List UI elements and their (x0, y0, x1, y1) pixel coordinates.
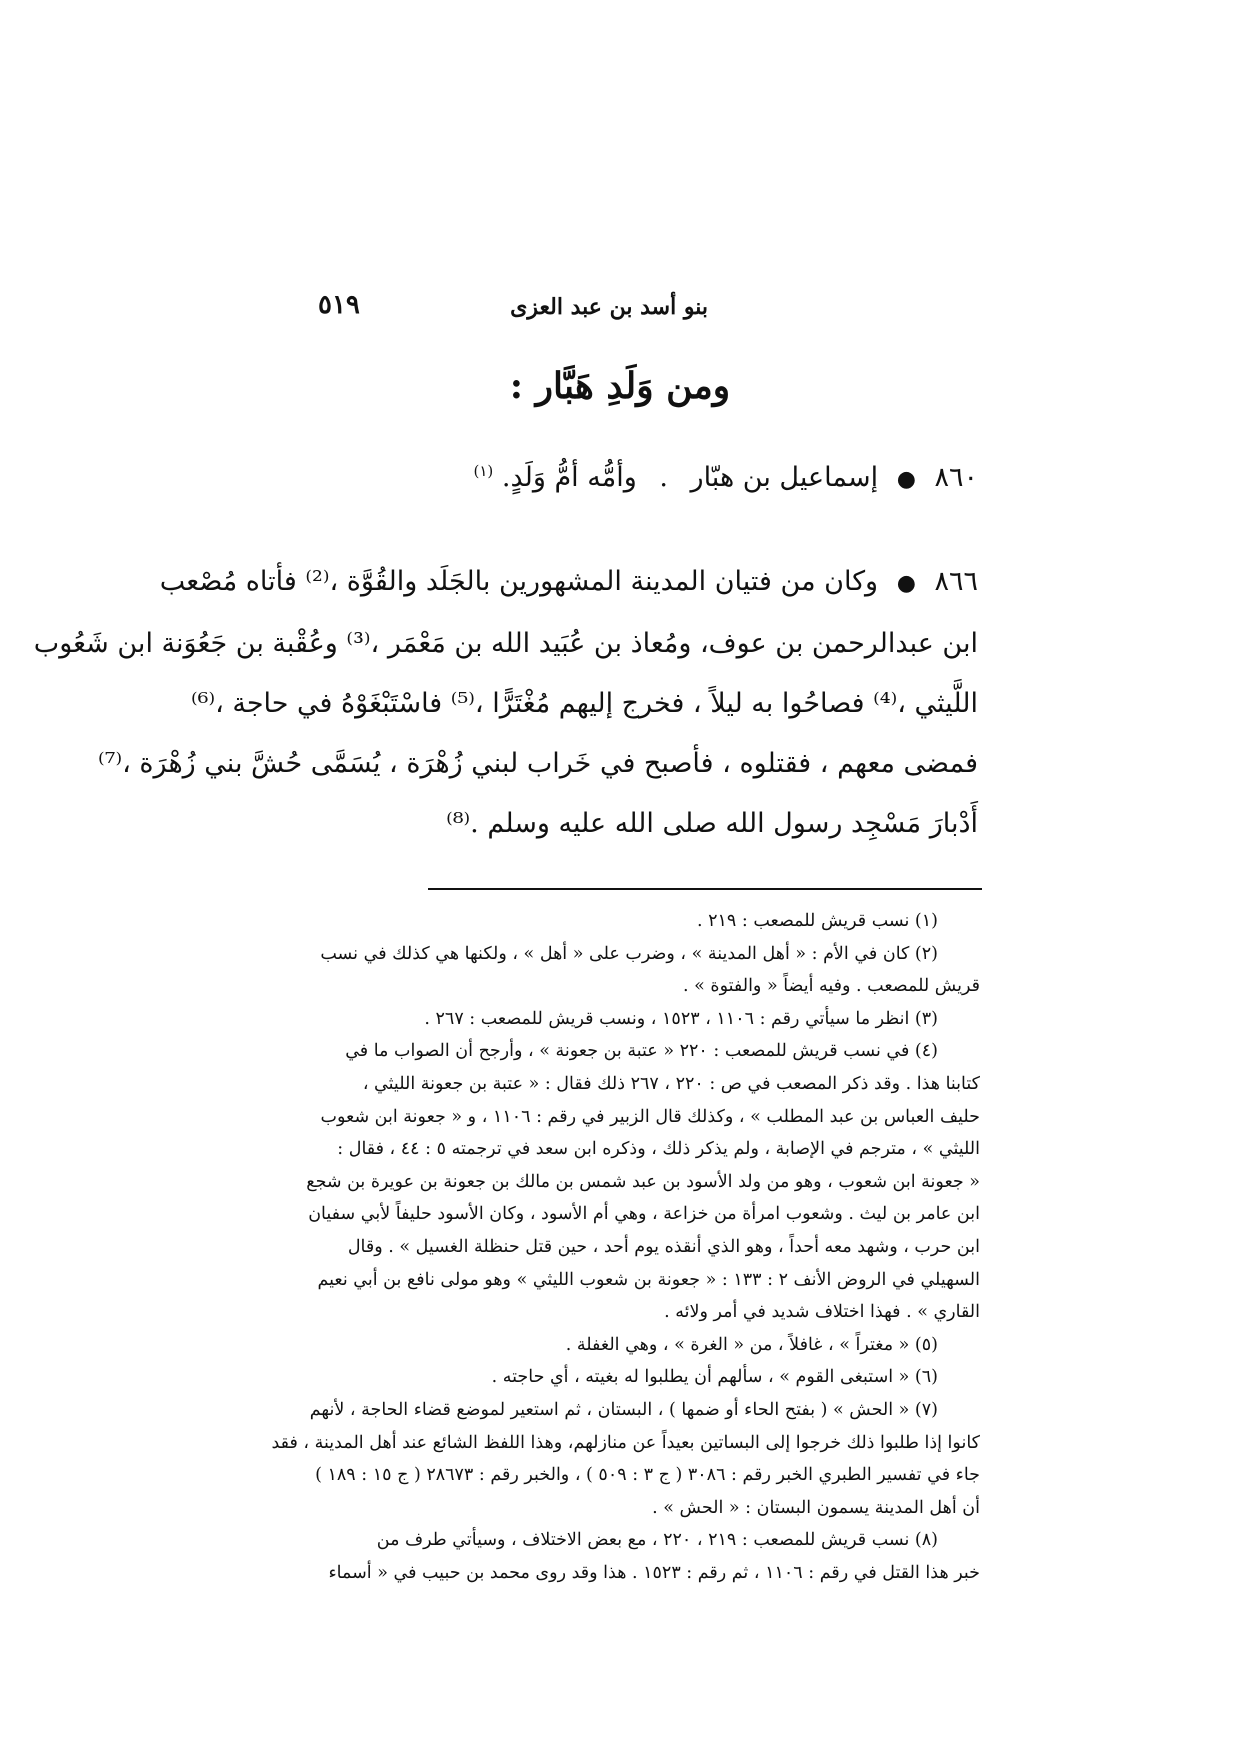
entry-number: ٨٦٦ (934, 566, 978, 597)
entry-line: اللَّيثي ،⁽⁴⁾ فصاحُوا به ليلاً ، فخرج إليهم مُغْتَرًّا ،⁽⁵⁾ فاسْتَبْغَوْهُ في حاجة ،⁽⁶⁾ (190, 688, 978, 719)
entry-number: ٨٦٠ (934, 462, 978, 493)
footnote-line: (٨) نسب قريش للمصعب : ٢١٩ ، ٢٢٠ ، مع بعض الاختلاف ، وسيأتي طرف من (376, 1530, 938, 1551)
footnote-line: كانوا إذا طلبوا ذلك خرجوا إلى البساتين بعيداً عن منازلهم، وهذا اللفظ الشائع عند أهل المدينة ، فقد (271, 1432, 980, 1453)
footnotes (255, 905, 980, 1589)
footnote-line: جاء في تفسير الطبري الخبر رقم : ٣٠٨٦ ( ج ٣ : ٥٠٩ ) ، والخبر رقم : ٢٨٦٧٣ ( ج ١٥ : ١٨٩ ) (315, 1465, 980, 1486)
entry-text: وكان من فتيان المدينة المشهورين بالجَلَد والقُوَّة ،⁽²⁾ فأتاه مُصْعب (159, 566, 879, 597)
footnote-line: « جعونة ابن شعوب ، وهو من ولد الأسود بن عبد شمس بن مالك بن جعونة بن عويرة بن شجع (306, 1171, 980, 1192)
bullet-icon: ● (896, 571, 916, 596)
entry-line: ابن عبدالرحمن بن عوف، ومُعاذ بن عُبَيد الله بن مَعْمَر ،⁽³⁾ وعُقْبة بن جَعُوَنة ابن شَعُوب (33, 628, 978, 659)
footnote-line: (٢) كان في الأم : « أهل المدينة » ، وضرب على « أهل » ، ولكنها هي كذلك في نسب (320, 943, 938, 964)
page-number: ٥١٩ (318, 290, 360, 320)
footnote-line: أن أهل المدينة يسمون البستان : « الحش » . (652, 1497, 980, 1518)
entry-name: إسماعيل بن هبّار (690, 462, 879, 493)
entry-866 (33, 552, 978, 854)
separator-icon: . (659, 462, 668, 493)
footnote-line: (٧) « الحش » ( بفتح الحاء أو ضمها ) ، البستان ، ثم استعير لموضع قضاء الحاجة ، لأنهم (309, 1399, 938, 1420)
entry-line: أَدْبارَ مَسْجِد رسول الله صلى الله عليه وسلم .⁽⁸⁾ (446, 808, 978, 839)
section-title: ومن وَلَدِ هَبَّار : (509, 365, 731, 407)
footnote-line: خبر هذا القتل في رقم : ١١٠٦ ، ثم رقم : ١٥٢٣ . هذا وقد روى محمد بن حبيب في « أسماء (328, 1562, 980, 1583)
footnote-line: ابن عامر بن ليث . وشعوب امرأة من خزاعة ، وهي أم الأسود ، وكان الأسود حليفاً لأبي سفيان (308, 1204, 980, 1225)
footnote-line: (٦) « استبغى القوم » ، سألهم أن يطلبوا له بغيته ، أي حاجته . (491, 1367, 938, 1388)
footnote-divider (428, 888, 982, 890)
bullet-icon: ● (896, 467, 916, 492)
footnote-line: كتابنا هذا . وقد ذكر المصعب في ص : ٢٢٠ ، ٢٦٧ ذلك فقال : « عتبة بن جعونة الليثي ، (362, 1073, 980, 1094)
footnote-line: (٣) انظر ما سيأتي رقم : ١١٠٦ ، ١٥٢٣ ، ونسب قريش للمصعب : ٢٦٧ . (424, 1008, 938, 1029)
footnote-line: ابن حرب ، وشهد معه أحداً ، وهو الذي أنقذه يوم أحد ، حين قتل حنظلة الغسيل » . وقال (347, 1236, 980, 1257)
entry-line: فمضى معهم ، فقتلوه ، فأصبح في خَراب لبني زُهْرَة ، يُسَمَّى حُشَّ بني زُهْرَة ،⁽⁷⁾ (98, 748, 978, 779)
running-head-title: بنو أسد بن عبد العزى (510, 294, 708, 320)
footnote-line: السهيلي في الروض الأنف ٢ : ١٣٣ : « جعونة بن شعوب الليثي » وهو مولى نافع بن أبي نعيم (317, 1269, 980, 1290)
footnote-line: (١) نسب قريش للمصعب : ٢١٩ . (696, 911, 938, 931)
entry-860 (473, 462, 978, 493)
entry-line (159, 552, 978, 614)
running-head (318, 290, 978, 330)
footnote-line: القاري » . فهذا اختلاف شديد في أمر ولائه . (664, 1302, 980, 1323)
footnote-line: قريش للمصعب . وفيه أيضاً « والفتوة » . (683, 976, 980, 997)
footnote-ref: (١) (473, 462, 494, 480)
footnote-line: (٤) في نسب قريش للمصعب : ٢٢٠ « عتبة بن جعونة » ، وأرجح أن الصواب ما في (345, 1041, 938, 1062)
footnote-line: حليف العباس بن عبد المطلب » ، وكذلك قال الزبير في رقم : ١١٠٦ ، و « جعونة ابن شعوب (320, 1106, 980, 1127)
footnote-line: (٥) « مغتراً » ، غافلاً ، من « الغرة » ، وهي الغفلة . (565, 1334, 938, 1355)
entry-mother: وأمُّه أمُّ وَلَدٍ. (501, 462, 637, 493)
footnote-line: الليثي » ، مترجم في الإصابة ، ولم يذكر ذلك ، وذكره ابن سعد في ترجمته ٥ : ٤٤ ، فقال : (337, 1139, 980, 1160)
